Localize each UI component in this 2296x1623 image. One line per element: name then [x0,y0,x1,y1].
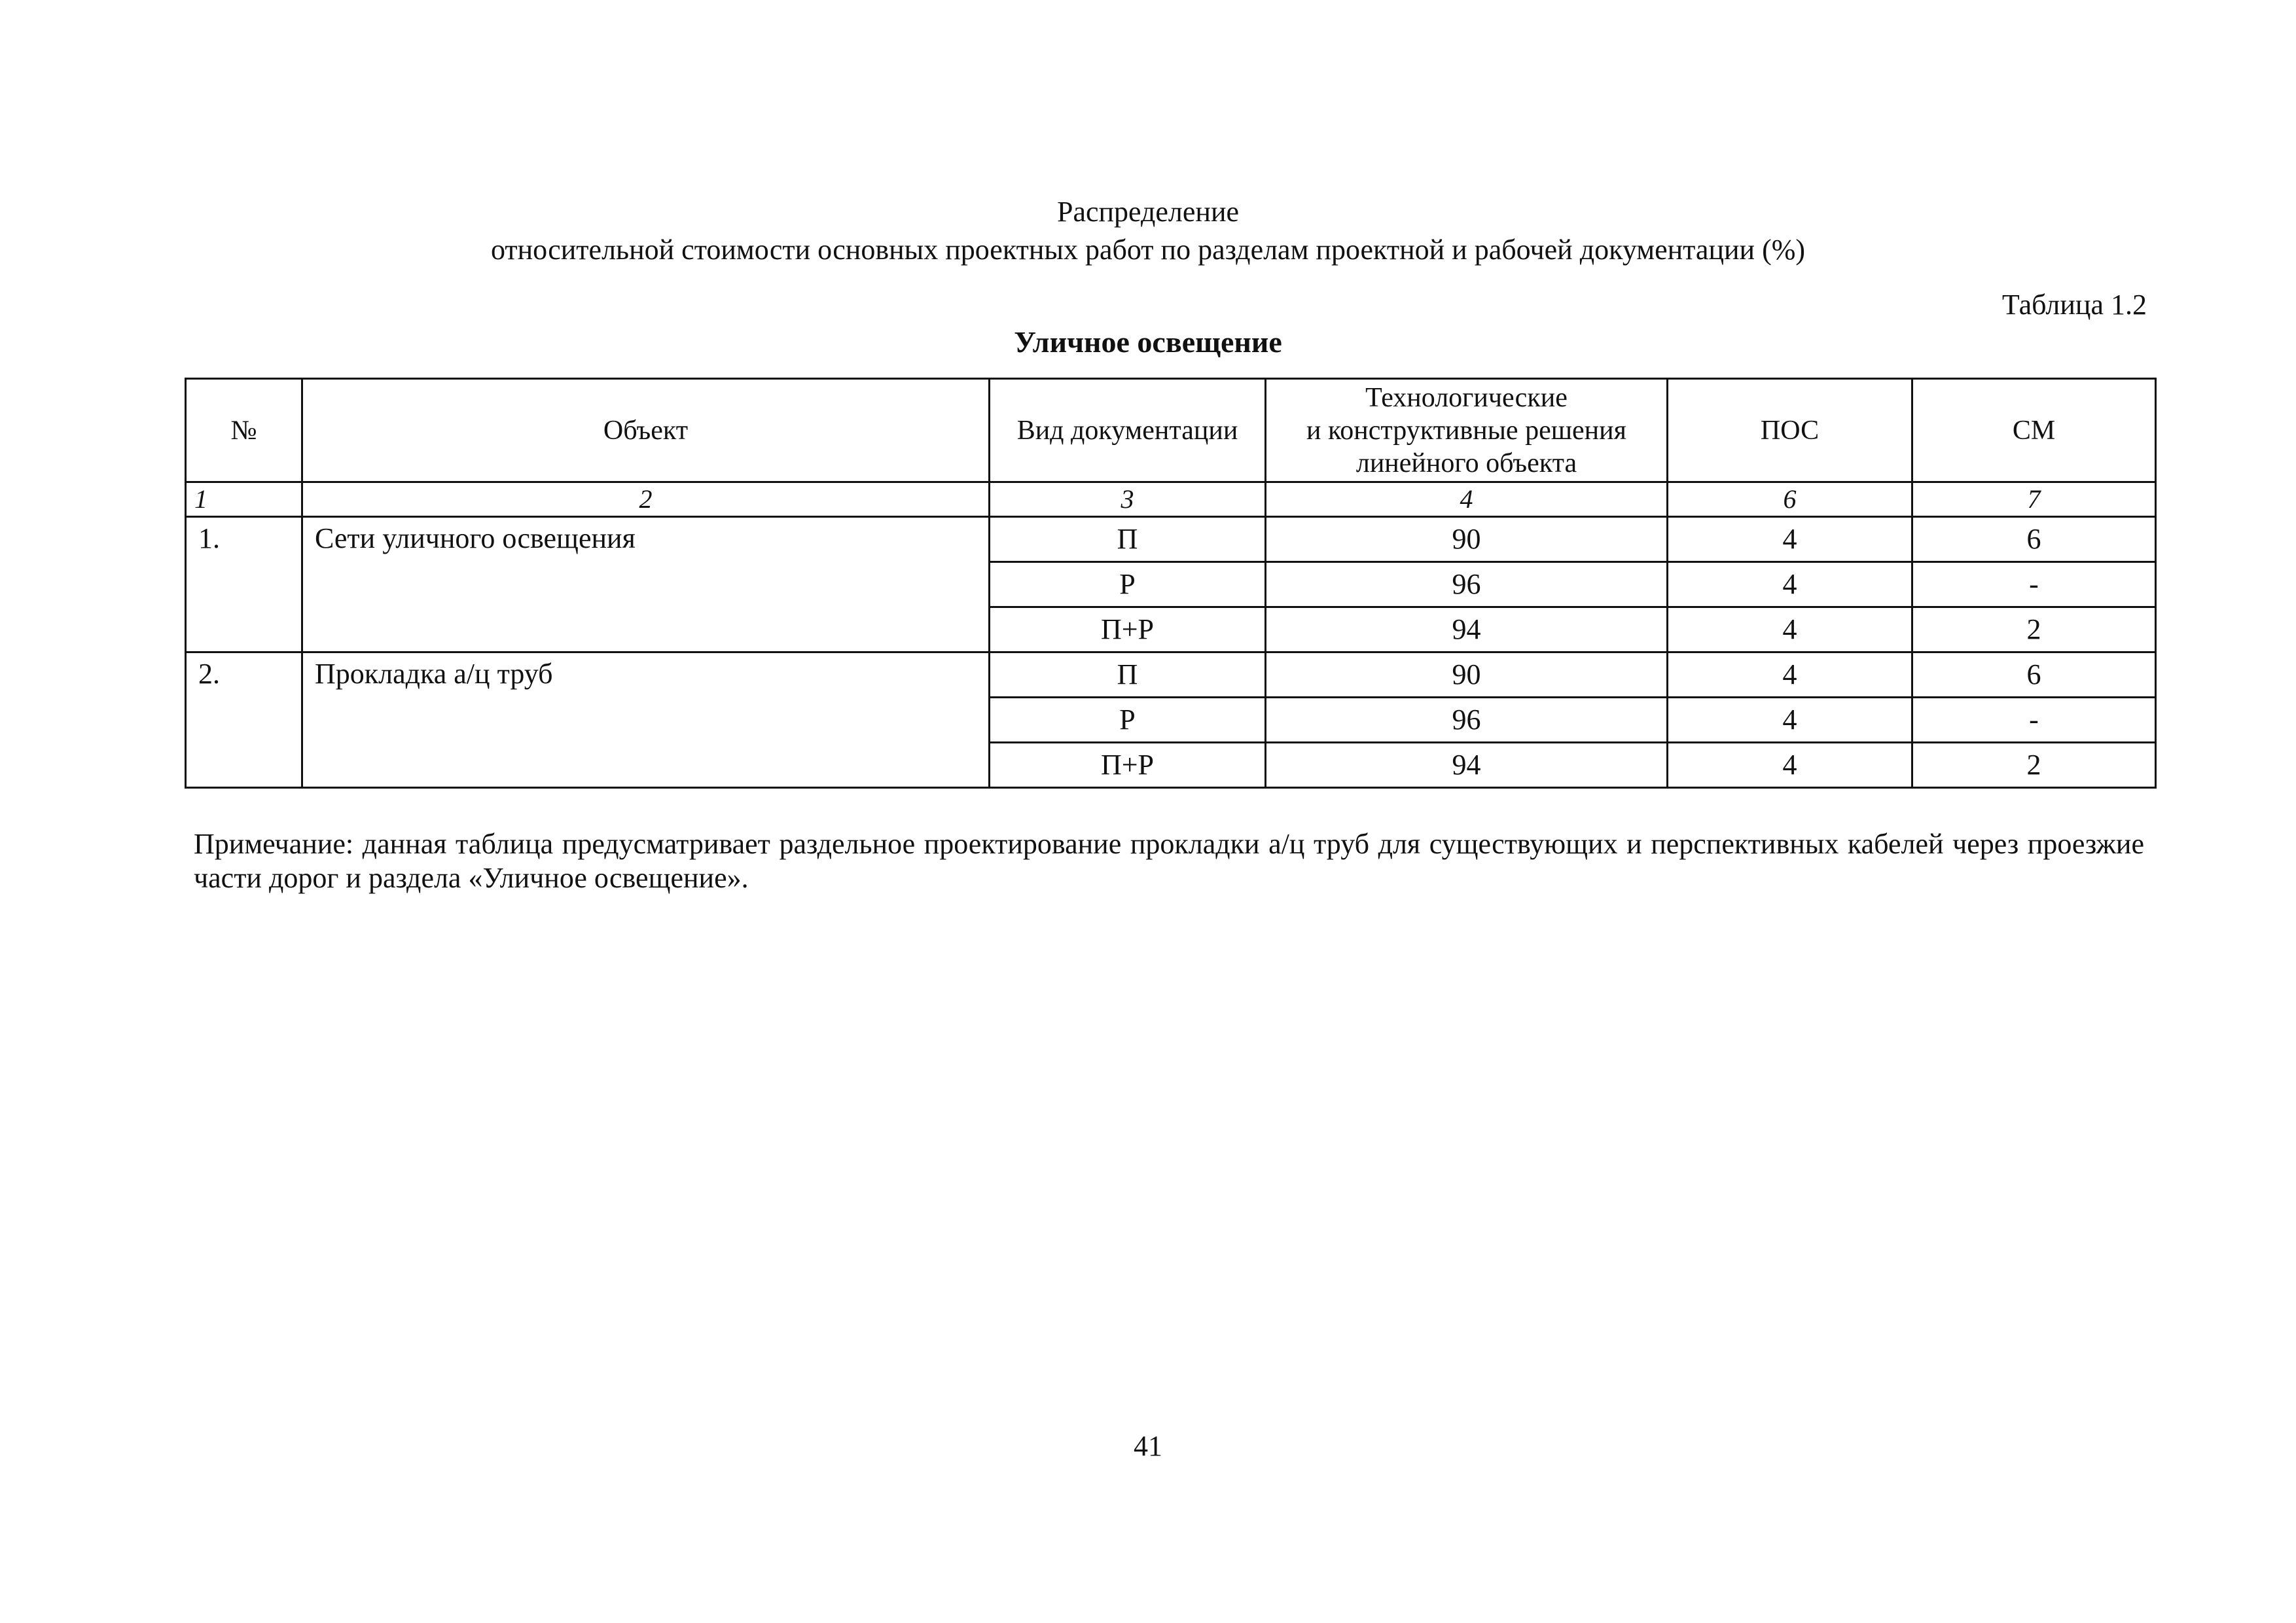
header-tech-line-2: и конструктивные решения [1306,415,1626,446]
cell-sm: - [1912,698,2156,743]
cell-sm: - [1912,562,2156,607]
document-title-line-1: Распределение [1056,196,1240,228]
cell-doc-type: П+Р [990,743,1266,788]
cell-tech: 96 [1266,698,1668,743]
row-number: 2. [186,652,302,788]
table-number: Таблица 1.2 [2001,289,2147,321]
column-number: 1 [186,482,302,517]
column-number: 2 [302,482,990,517]
cell-sm: 2 [1912,743,2156,788]
cell-pos: 4 [1668,698,1912,743]
cell-pos: 4 [1668,517,1912,562]
cost-distribution-table [185,378,2157,789]
column-number: 3 [990,482,1266,517]
cell-tech: 94 [1266,743,1668,788]
cell-tech: 94 [1266,607,1668,652]
cell-doc-type: Р [990,562,1266,607]
header-tech-solutions [1266,379,1668,482]
table-note: Примечание: данная таблица предусматривает раздельное проектирование прокладки а/ц труб для существующих и перспективных кабелей через проезжие части дорог и раздела «Уличное освещение». [194,828,2144,894]
cell-doc-type: П [990,652,1266,698]
cell-doc-type: П [990,517,1266,562]
header-pos: ПОС [1668,379,1912,482]
header-tech-line-3: линейного объекта [1355,448,1577,478]
cell-tech: 96 [1266,562,1668,607]
header-tech-line-1: Технологические [1365,382,1568,413]
header-object: Объект [302,379,990,482]
cell-doc-type: Р [990,698,1266,743]
cell-sm: 6 [1912,652,2156,698]
table-row [186,652,2156,698]
row-object: Прокладка а/ц труб [302,652,990,788]
header-doc-type: Вид документации [990,379,1266,482]
header-sm: СМ [1912,379,2156,482]
cell-sm: 6 [1912,517,2156,562]
cell-tech: 90 [1266,652,1668,698]
cell-doc-type: П+Р [990,607,1266,652]
table-title: Уличное освещение [1014,325,1282,359]
cell-sm: 2 [1912,607,2156,652]
column-number: 4 [1266,482,1668,517]
cell-pos: 4 [1668,652,1912,698]
document-title-line-2: относительной стоимости основных проектных работ по разделам проектной и рабочей документации (%) [490,234,1806,266]
column-number-row [186,482,2156,517]
column-number: 7 [1912,482,2156,517]
page-number: 41 [1134,1430,1162,1462]
row-object: Сети уличного освещения [302,517,990,652]
table-header-row [186,379,2156,482]
cell-tech: 90 [1266,517,1668,562]
cell-pos: 4 [1668,743,1912,788]
table-row [186,517,2156,562]
row-number: 1. [186,517,302,652]
column-number: 6 [1668,482,1912,517]
cell-pos: 4 [1668,607,1912,652]
header-no: № [186,379,302,482]
cell-pos: 4 [1668,562,1912,607]
